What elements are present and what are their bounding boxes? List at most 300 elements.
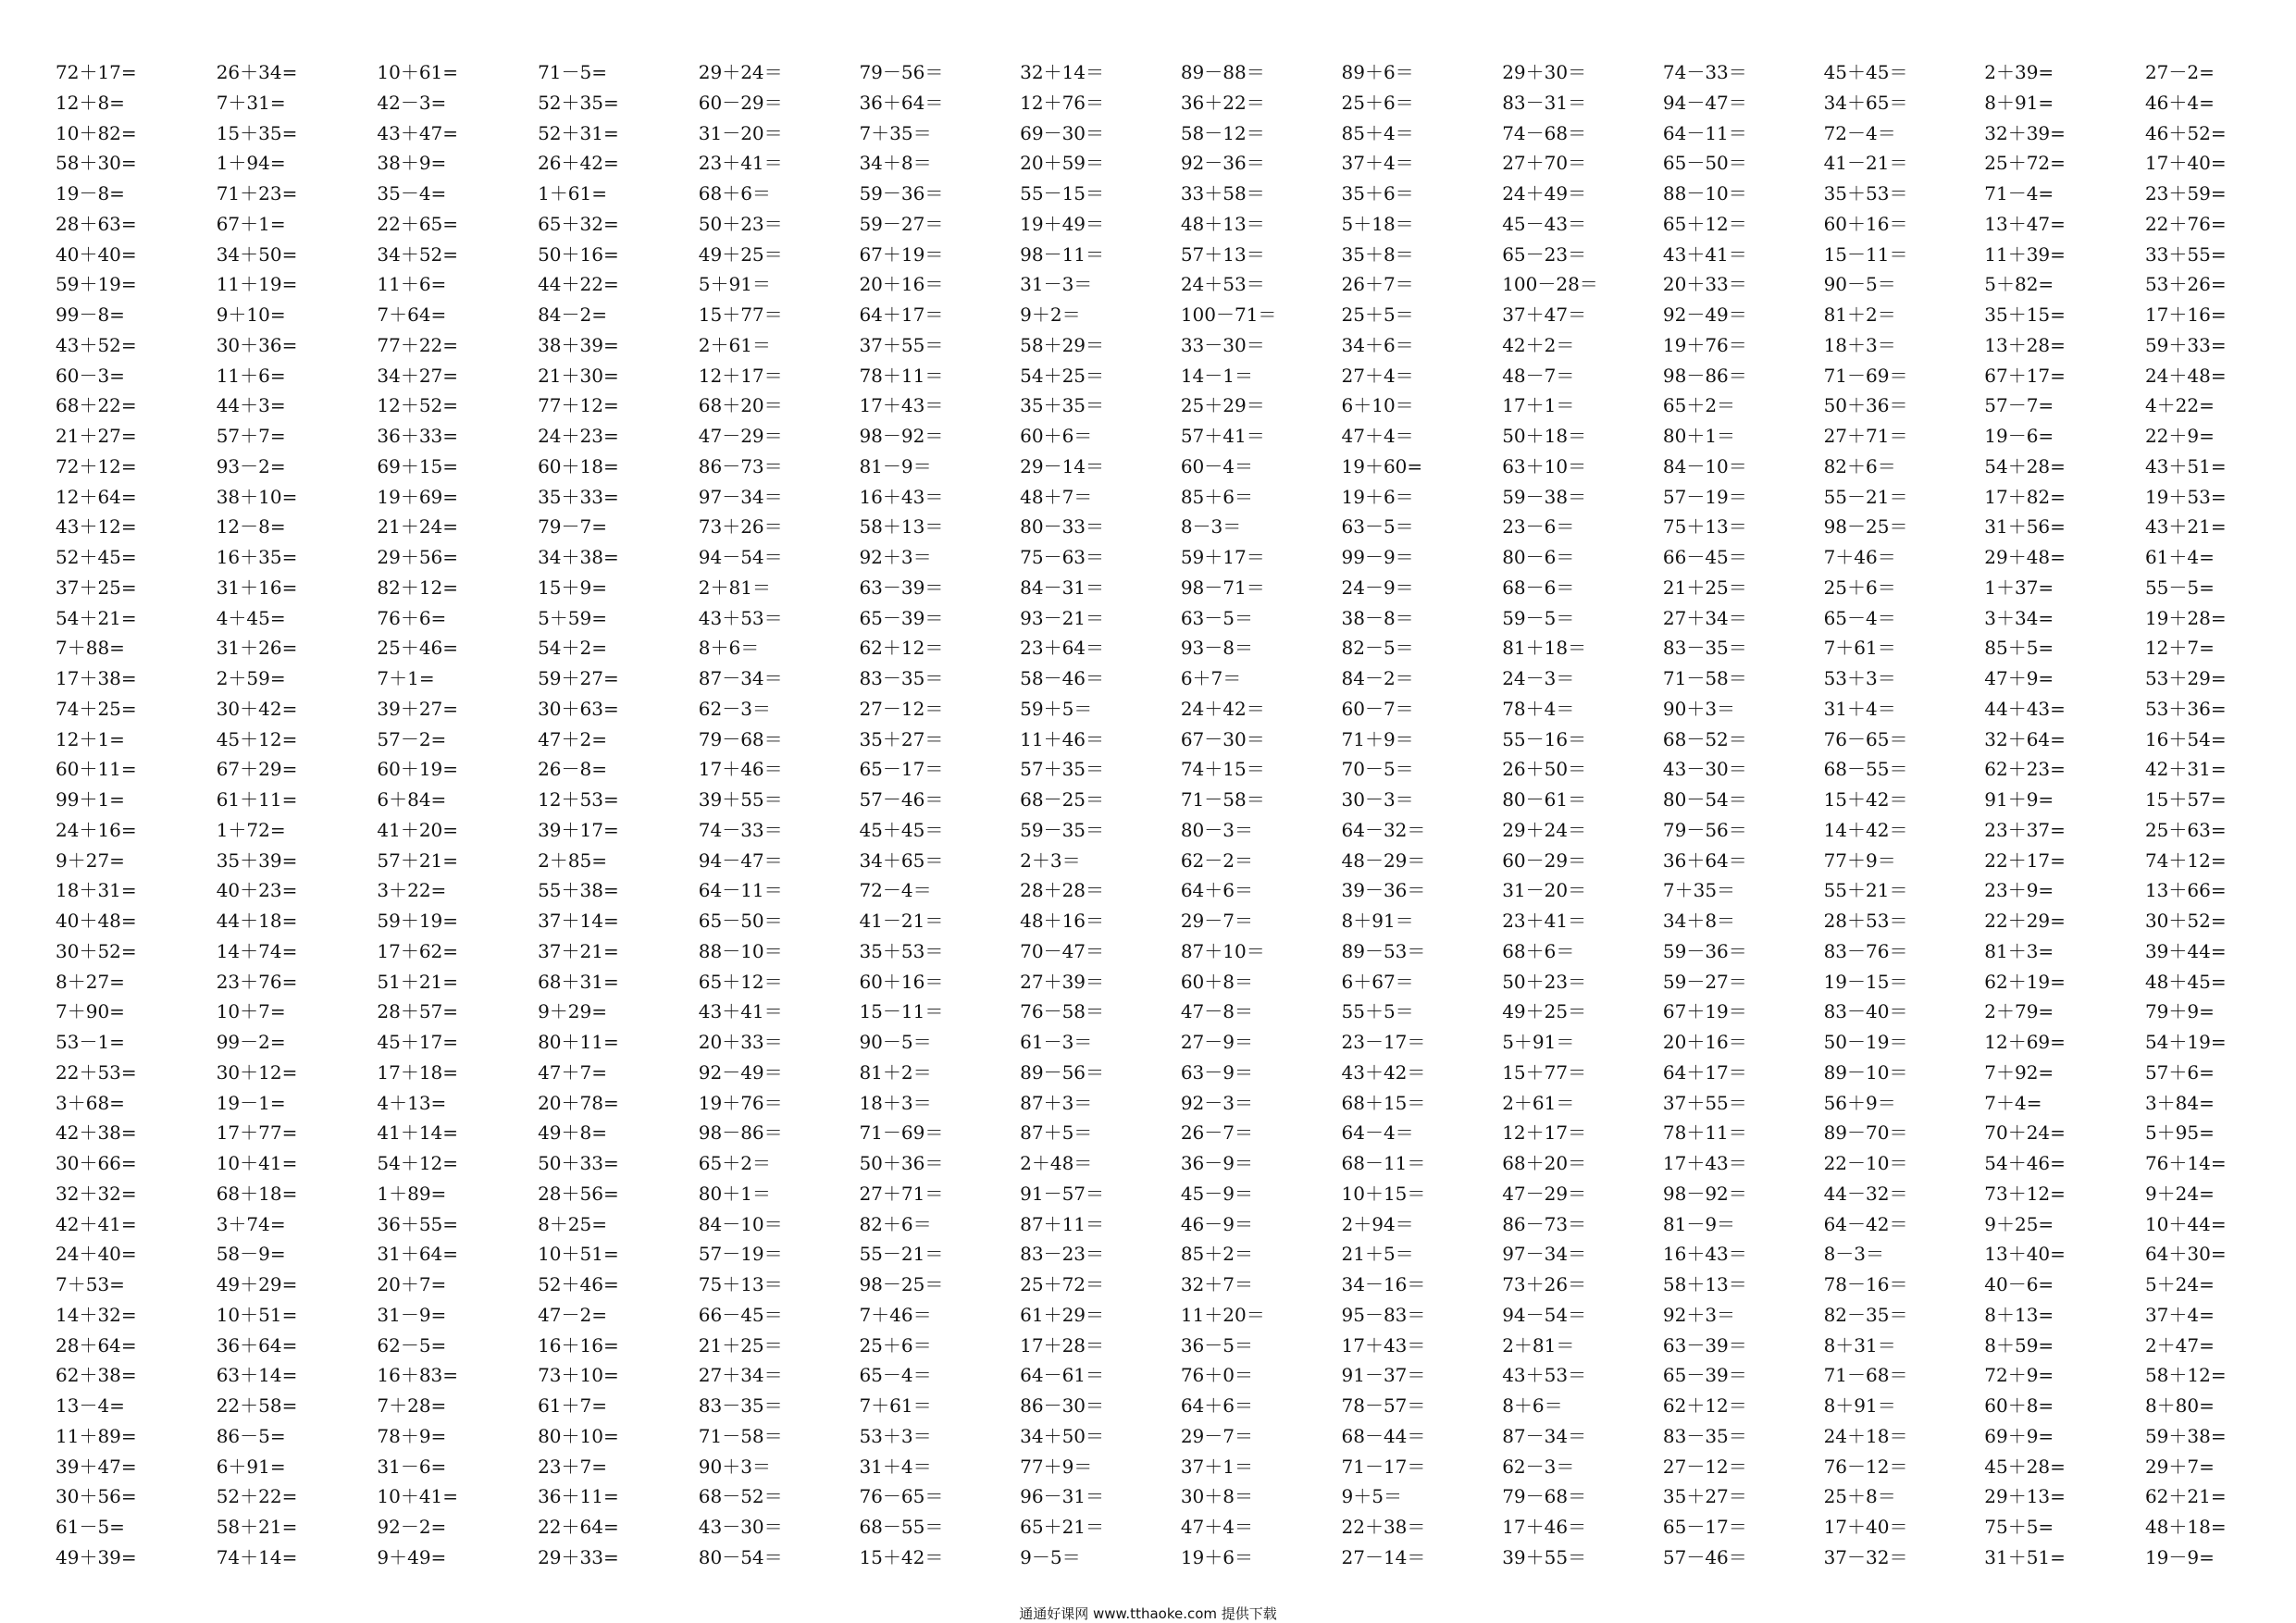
- problem-cell: 49＋8=: [538, 1121, 607, 1145]
- problem-cell: 91－37＝: [1341, 1364, 1426, 1387]
- problem-cell: 68＋31=: [538, 970, 619, 993]
- problem-cell: 49＋29=: [216, 1273, 298, 1295]
- problem-cell: 18＋3＝: [1823, 333, 1896, 356]
- problem-cell: 74＋25=: [56, 697, 137, 720]
- problem-cell: 11＋89=: [56, 1424, 137, 1447]
- problem-cell: 58＋12=: [2144, 1364, 2227, 1387]
- problem-cell: 15＋9=: [538, 576, 607, 599]
- problem-cell: 75＋13＝: [1662, 515, 1747, 539]
- problem-cell: 55－15＝: [1020, 182, 1105, 204]
- problem-cell: 26－8=: [538, 758, 607, 781]
- problem-cell: 17＋46＝: [698, 758, 783, 781]
- problem-cell: 27＋34＝: [1662, 606, 1747, 629]
- problem-cell: 33＋58＝: [1180, 182, 1265, 204]
- problem-cell: 83－35＝: [1662, 637, 1747, 660]
- problem-cell: 6＋7＝: [1180, 667, 1242, 689]
- problem-cell: 24＋42＝: [1180, 697, 1265, 720]
- problem-cell: 90＋3＝: [698, 1455, 771, 1478]
- problem-cell: 8＋91＝: [1341, 910, 1414, 932]
- problem-cell: 17＋18=: [377, 1060, 459, 1084]
- problem-cell: 36－9＝: [1180, 1152, 1253, 1174]
- problem-cell: 44＋22=: [538, 273, 619, 296]
- problem-cell: 31＋51=: [1984, 1545, 2066, 1568]
- problem-cell: 65－17＝: [859, 758, 944, 781]
- problem-cell: 17＋28＝: [1020, 1333, 1105, 1357]
- problem-cell: 77＋9＝: [1020, 1455, 1093, 1478]
- problem-cell: 68－52＝: [698, 1485, 783, 1508]
- problem-cell: 29＋33=: [538, 1545, 619, 1568]
- problem-cell: 63＋10＝: [1502, 454, 1587, 477]
- problem-cell: 9＋2＝: [1020, 304, 1081, 326]
- problem-cell: 2＋94＝: [1341, 1212, 1414, 1235]
- problem-cell: 85＋2＝: [1180, 1243, 1253, 1266]
- problem-cell: 58－12＝: [1180, 121, 1265, 144]
- problem-cell: 12＋69=: [1984, 1031, 2066, 1053]
- problem-cell: 57＋7=: [216, 425, 286, 447]
- problem-cell: 37＋55＝: [859, 333, 944, 356]
- problem-cell: 34＋27=: [377, 364, 459, 387]
- problem-cell: 41＋20=: [377, 818, 459, 841]
- problem-cell: 8－3＝: [1180, 515, 1242, 539]
- problem-cell: 59＋27=: [538, 667, 619, 689]
- problem-cell: 4＋45=: [216, 606, 286, 629]
- problem-cell: 13＋66=: [2144, 879, 2227, 902]
- problem-cell: 17＋62=: [377, 939, 459, 962]
- problem-cell: 92－36＝: [1180, 152, 1265, 175]
- problem-cell: 71－4=: [1984, 182, 2054, 204]
- problem-cell: 2＋61＝: [698, 333, 771, 356]
- problem-cell: 10＋41=: [377, 1485, 459, 1508]
- problem-cell: 67＋29=: [216, 758, 298, 781]
- problem-cell: 44＋43=: [1984, 697, 2066, 720]
- problem-cell: 68＋18=: [216, 1182, 298, 1205]
- problem-cell: 43＋52=: [56, 333, 137, 356]
- problem-cell: 3＋74=: [216, 1212, 286, 1235]
- problem-cell: 36＋64＝: [1662, 849, 1747, 872]
- problem-cell: 23－6＝: [1502, 515, 1575, 539]
- problem-cell: 27＋39＝: [1020, 970, 1105, 993]
- problem-cell: 60＋8=: [1984, 1394, 2054, 1417]
- problem-cell: 40－6=: [1984, 1273, 2054, 1295]
- problem-cell: 59＋19=: [56, 273, 137, 296]
- problem-cell: 58＋29＝: [1020, 333, 1105, 356]
- problem-cell: 6＋10＝: [1341, 394, 1414, 417]
- problem-cell: 6＋84=: [377, 788, 447, 811]
- problem-cell: 82－35＝: [1823, 1303, 1908, 1326]
- problem-cell: 81＋18＝: [1502, 637, 1587, 660]
- problem-cell: 26－7＝: [1180, 1121, 1253, 1145]
- problem-cell: 23＋7=: [538, 1455, 607, 1478]
- problem-cell: 1＋94=: [216, 152, 286, 175]
- problem-cell: 45＋45＝: [1823, 61, 1908, 83]
- problem-cell: 26＋34=: [216, 61, 298, 83]
- problem-cell: 44－32＝: [1823, 1182, 1908, 1205]
- problem-cell: 15＋42＝: [859, 1545, 944, 1568]
- problem-cell: 68－25＝: [1020, 788, 1105, 811]
- problem-cell: 35＋27＝: [1662, 1485, 1747, 1508]
- problem-cell: 62＋21=: [2144, 1485, 2227, 1508]
- problem-cell: 51＋21=: [377, 970, 459, 993]
- problem-cell: 12＋64=: [56, 485, 137, 508]
- problem-cell: 45＋28=: [1984, 1455, 2066, 1478]
- problem-cell: 60－29＝: [698, 91, 783, 114]
- problem-cell: 24＋53＝: [1180, 273, 1265, 296]
- problem-cell: 92－49＝: [698, 1060, 783, 1084]
- problem-cell: 54＋19=: [2144, 1031, 2227, 1053]
- problem-cell: 19－9=: [2144, 1545, 2215, 1568]
- problem-cell: 92－49＝: [1662, 304, 1747, 326]
- problem-cell: 80－33＝: [1020, 515, 1105, 539]
- problem-cell: 36＋11=: [538, 1485, 619, 1508]
- problem-cell: 59－36＝: [1662, 939, 1747, 962]
- problem-cell: 25＋29＝: [1180, 394, 1265, 417]
- problem-cell: 98－86＝: [698, 1121, 783, 1145]
- problem-cell: 89－56＝: [1020, 1060, 1105, 1084]
- problem-cell: 12＋7=: [2144, 637, 2215, 660]
- problem-cell: 84－2=: [538, 304, 607, 326]
- problem-cell: 62－3＝: [698, 697, 771, 720]
- problem-cell: 67＋19＝: [859, 242, 944, 266]
- problem-cell: 22＋29=: [1984, 910, 2066, 932]
- problem-cell: 85＋5=: [1984, 637, 2054, 660]
- problem-cell: 50＋33=: [538, 1152, 619, 1174]
- problem-cell: 99－2=: [216, 1031, 286, 1053]
- problem-cell: 32＋32=: [56, 1182, 137, 1205]
- problem-cell: 68－55＝: [859, 1516, 944, 1538]
- problem-cell: 74＋14=: [216, 1545, 298, 1568]
- problem-cell: 26＋7＝: [1341, 273, 1414, 296]
- problem-cell: 55＋38=: [538, 879, 619, 902]
- problem-cell: 57＋35＝: [1020, 758, 1105, 781]
- problem-cell: 7＋88=: [56, 637, 125, 660]
- problem-cell: 14－1＝: [1180, 364, 1253, 387]
- problem-cell: 34＋65＝: [859, 849, 944, 872]
- problem-cell: 44＋3=: [216, 394, 286, 417]
- problem-cell: 97－34＝: [698, 485, 783, 508]
- problem-cell: 80－54＝: [698, 1545, 783, 1568]
- problem-cell: 30＋8＝: [1180, 1485, 1253, 1508]
- problem-cell: 19－15＝: [1823, 970, 1908, 993]
- problem-cell: 54＋46=: [1984, 1152, 2066, 1174]
- problem-cell: 5＋59=: [538, 606, 607, 629]
- problem-cell: 5＋91＝: [1502, 1031, 1575, 1053]
- problem-cell: 80－3＝: [1180, 818, 1253, 841]
- problem-cell: 36＋64=: [216, 1333, 298, 1357]
- problem-cell: 22＋58=: [216, 1394, 298, 1417]
- problem-cell: 64－42＝: [1823, 1212, 1908, 1235]
- problem-cell: 9＋29=: [538, 1000, 607, 1023]
- problem-cell: 71－58＝: [1662, 667, 1747, 689]
- problem-cell: 29＋48=: [1984, 546, 2066, 568]
- problem-cell: 31－6=: [377, 1455, 447, 1478]
- problem-cell: 36＋64＝: [859, 91, 944, 114]
- problem-cell: 19＋69=: [377, 485, 459, 508]
- problem-cell: 80－61＝: [1502, 788, 1587, 811]
- problem-cell: 64－4＝: [1341, 1121, 1414, 1145]
- problem-cell: 18＋3＝: [859, 1091, 932, 1114]
- problem-cell: 58＋30=: [56, 152, 137, 175]
- problem-cell: 12＋76＝: [1020, 91, 1105, 114]
- problem-cell: 29＋30＝: [1502, 61, 1587, 83]
- problem-cell: 86－73＝: [1502, 1212, 1587, 1235]
- problem-cell: 23＋59=: [2144, 182, 2227, 204]
- problem-cell: 48＋13＝: [1180, 212, 1265, 235]
- problem-cell: 20＋16＝: [859, 273, 944, 296]
- problem-cell: 22＋38＝: [1341, 1516, 1426, 1538]
- problem-cell: 12＋8=: [56, 91, 125, 114]
- problem-cell: 39＋47=: [56, 1455, 137, 1478]
- problem-cell: 68＋6＝: [1502, 939, 1575, 962]
- problem-cell: 19＋76＝: [1662, 333, 1747, 356]
- problem-cell: 64－61＝: [1020, 1364, 1105, 1387]
- problem-cell: 78＋4＝: [1502, 697, 1575, 720]
- problem-cell: 47－29＝: [698, 425, 783, 447]
- problem-cell: 93－21＝: [1020, 606, 1105, 629]
- problem-cell: 31＋64=: [377, 1243, 459, 1266]
- problem-cell: 30＋52=: [2144, 910, 2227, 932]
- problem-cell: 35＋27＝: [859, 727, 944, 750]
- problem-cell: 35＋6＝: [1341, 182, 1414, 204]
- problem-cell: 16＋43＝: [859, 485, 944, 508]
- problem-cell: 73＋10=: [538, 1364, 619, 1387]
- problem-cell: 36＋55=: [377, 1212, 459, 1235]
- problem-cell: 100－71＝: [1180, 304, 1277, 326]
- problem-cell: 43－30＝: [698, 1516, 783, 1538]
- problem-cell: 71－68＝: [1823, 1364, 1908, 1387]
- problem-cell: 89＋6＝: [1341, 61, 1414, 83]
- problem-cell: 87＋5＝: [1020, 1121, 1093, 1145]
- problem-cell: 2＋85=: [538, 849, 607, 872]
- problem-cell: 46＋4=: [2144, 91, 2215, 114]
- problem-cell: 68＋6＝: [698, 182, 771, 204]
- problem-cell: 62－2＝: [1180, 849, 1253, 872]
- problem-cell: 94－54＝: [1502, 1303, 1587, 1326]
- problem-cell: 30－3＝: [1341, 788, 1414, 811]
- problem-cell: 60＋6＝: [1020, 425, 1093, 447]
- problem-cell: 53＋3＝: [859, 1424, 932, 1447]
- problem-cell: 41＋14=: [377, 1121, 459, 1145]
- problem-cell: 59＋33=: [2144, 333, 2227, 356]
- problem-cell: 60－3=: [56, 364, 125, 387]
- problem-cell: 9＋25=: [1984, 1212, 2054, 1235]
- problem-cell: 83－76＝: [1823, 939, 1908, 962]
- problem-cell: 12＋17＝: [1502, 1121, 1587, 1145]
- problem-cell: 48＋45=: [2144, 970, 2227, 993]
- problem-cell: 3＋84=: [2144, 1091, 2215, 1114]
- problem-cell: 22＋9=: [2144, 425, 2215, 447]
- problem-cell: 52＋46=: [538, 1273, 619, 1295]
- problem-cell: 37＋1＝: [1180, 1455, 1253, 1478]
- problem-cell: 34＋8＝: [859, 152, 932, 175]
- problem-cell: 31－3＝: [1020, 273, 1093, 296]
- problem-cell: 13－4=: [56, 1394, 125, 1417]
- problem-cell: 50＋36＝: [1823, 394, 1908, 417]
- problem-cell: 77＋22=: [377, 333, 459, 356]
- problem-cell: 68－44＝: [1341, 1424, 1426, 1447]
- problem-cell: 50＋23＝: [1502, 970, 1587, 993]
- problem-cell: 31－20＝: [1502, 879, 1587, 902]
- problem-cell: 12＋17＝: [698, 364, 783, 387]
- problem-cell: 57－19＝: [1662, 485, 1747, 508]
- problem-cell: 28＋28＝: [1020, 879, 1105, 902]
- problem-cell: 29＋24＝: [698, 61, 783, 83]
- problem-cell: 64＋6＝: [1180, 1394, 1253, 1417]
- problem-cell: 35＋8＝: [1341, 242, 1414, 266]
- problem-cell: 21＋27=: [56, 425, 137, 447]
- problem-cell: 48－29＝: [1341, 849, 1426, 872]
- problem-cell: 57＋6=: [2144, 1060, 2215, 1084]
- problem-cell: 5＋95=: [2144, 1121, 2215, 1145]
- problem-cell: 37＋47＝: [1502, 304, 1587, 326]
- problem-cell: 23＋76=: [216, 970, 298, 993]
- problem-cell: 71－58＝: [1180, 788, 1265, 811]
- problem-cell: 59－27＝: [859, 212, 944, 235]
- problem-cell: 65＋2＝: [698, 1152, 771, 1174]
- problem-cell: 98－11＝: [1020, 242, 1105, 266]
- problem-cell: 15＋77＝: [1502, 1060, 1587, 1084]
- problem-cell: 79＋9=: [2144, 1000, 2215, 1023]
- problem-cell: 4＋13=: [377, 1091, 447, 1114]
- problem-cell: 73＋26＝: [1502, 1273, 1587, 1295]
- problem-cell: 43＋12=: [56, 515, 137, 539]
- problem-cell: 9＋49=: [377, 1545, 447, 1568]
- problem-cell: 96－31＝: [1020, 1485, 1105, 1508]
- problem-cell: 47＋2=: [538, 727, 607, 750]
- problem-cell: 18＋31=: [56, 879, 137, 902]
- problem-cell: 22＋65=: [377, 212, 459, 235]
- problem-cell: 89－53＝: [1341, 939, 1426, 962]
- problem-cell: 98－71＝: [1180, 576, 1265, 599]
- problem-cell: 54＋28=: [1984, 454, 2066, 477]
- problem-cell: 34＋6＝: [1341, 333, 1414, 356]
- problem-cell: 58－46＝: [1020, 667, 1105, 689]
- problem-cell: 1＋89=: [377, 1182, 447, 1205]
- problem-cell: 92－3＝: [1180, 1091, 1253, 1114]
- problem-cell: 78－16＝: [1823, 1273, 1908, 1295]
- problem-cell: 24＋48=: [2144, 364, 2227, 387]
- problem-cell: 48＋18=: [2144, 1516, 2227, 1538]
- problem-cell: 65－50＝: [698, 910, 783, 932]
- problem-cell: 17＋46＝: [1502, 1516, 1587, 1538]
- problem-cell: 13＋47=: [1984, 212, 2066, 235]
- problem-cell: 23＋9=: [1984, 879, 2054, 902]
- problem-cell: 79－68＝: [1502, 1485, 1587, 1508]
- problem-cell: 37＋55＝: [1662, 1091, 1747, 1114]
- problem-cell: 69－30＝: [1020, 121, 1105, 144]
- problem-cell: 68－52＝: [1662, 727, 1747, 750]
- problem-cell: 30＋52=: [56, 939, 137, 962]
- problem-cell: 83－35＝: [859, 667, 944, 689]
- problem-cell: 47＋7=: [538, 1060, 607, 1084]
- problem-cell: 66－45＝: [698, 1303, 783, 1326]
- problem-cell: 87＋11＝: [1020, 1212, 1105, 1235]
- problem-cell: 10＋41=: [216, 1152, 298, 1174]
- problem-cell: 31＋56=: [1984, 515, 2066, 539]
- problem-cell: 56＋9＝: [1823, 1091, 1896, 1114]
- problem-cell: 14＋42＝: [1823, 818, 1908, 841]
- problem-cell: 36－5＝: [1180, 1333, 1253, 1357]
- footer-credit: 通通好课网 www.tthaoke.com 提供下载: [1019, 1605, 1277, 1622]
- problem-cell: 20＋16＝: [1662, 1031, 1747, 1053]
- problem-cell: 92－2=: [377, 1516, 447, 1538]
- problem-cell: 15－11＝: [859, 1000, 944, 1023]
- problem-cell: 62＋19=: [1984, 970, 2066, 993]
- problem-cell: 38＋39=: [538, 333, 619, 356]
- problem-cell: 39＋55＝: [698, 788, 783, 811]
- problem-cell: 2＋48＝: [1020, 1152, 1093, 1174]
- problem-cell: 39－36＝: [1341, 879, 1426, 902]
- problem-cell: 37＋4＝: [1341, 152, 1414, 175]
- problem-cell: 35－4=: [377, 182, 447, 204]
- problem-cell: 58＋13＝: [859, 515, 944, 539]
- problem-cell: 48－7＝: [1502, 364, 1575, 387]
- problem-cell: 33－30＝: [1180, 333, 1265, 356]
- problem-cell: 27＋71＝: [1823, 425, 1908, 447]
- problem-cell: 73＋12=: [1984, 1182, 2066, 1205]
- problem-cell: 69＋15=: [377, 454, 459, 477]
- problem-cell: 78＋11＝: [1662, 1121, 1747, 1145]
- problem-cell: 41－21＝: [1823, 152, 1908, 175]
- problem-cell: 8＋91＝: [1823, 1394, 1896, 1417]
- problem-cell: 71－69＝: [1823, 364, 1908, 387]
- problem-cell: 19＋60=: [1341, 454, 1423, 477]
- problem-cell: 66－45＝: [1662, 546, 1747, 568]
- problem-cell: 60＋16＝: [1823, 212, 1908, 235]
- problem-cell: 72＋9=: [1984, 1364, 2054, 1387]
- problem-cell: 24＋23=: [538, 425, 619, 447]
- problem-cell: 93－8＝: [1180, 637, 1253, 660]
- problem-cell: 11＋46＝: [1020, 727, 1105, 750]
- problem-cell: 5＋82=: [1984, 273, 2054, 296]
- problem-cell: 15＋57=: [2144, 788, 2227, 811]
- problem-cell: 83－40＝: [1823, 1000, 1908, 1023]
- problem-cell: 38＋9=: [377, 152, 447, 175]
- problem-cell: 62－3＝: [1502, 1455, 1575, 1478]
- problem-cell: 72－4＝: [859, 879, 932, 902]
- problem-cell: 7＋35＝: [1662, 879, 1736, 902]
- problem-cell: 43＋41＝: [1662, 242, 1747, 266]
- problem-cell: 14＋32=: [56, 1303, 137, 1326]
- problem-cell: 64＋30=: [2144, 1243, 2227, 1266]
- problem-cell: 31－20＝: [698, 121, 783, 144]
- problem-cell: 44＋18=: [216, 910, 298, 932]
- problem-cell: 23＋41＝: [1502, 910, 1587, 932]
- problem-cell: 29＋7=: [2144, 1455, 2215, 1478]
- problem-cell: 90－5＝: [1823, 273, 1896, 296]
- problem-cell: 80－6＝: [1502, 546, 1575, 568]
- problem-cell: 29－7＝: [1180, 910, 1253, 932]
- problem-cell: 22＋64=: [538, 1516, 619, 1538]
- problem-cell: 52＋31=: [538, 121, 619, 144]
- problem-cell: 95－83＝: [1341, 1303, 1426, 1326]
- problem-cell: 10＋51=: [538, 1243, 619, 1266]
- problem-cell: 5＋91＝: [698, 273, 771, 296]
- problem-cell: 25＋6＝: [859, 1333, 932, 1357]
- problem-cell: 97－34＝: [1502, 1243, 1587, 1266]
- problem-cell: 80＋1＝: [1662, 425, 1736, 447]
- problem-cell: 43＋21=: [2144, 515, 2227, 539]
- problem-cell: 12＋52=: [377, 394, 459, 417]
- problem-cell: 41－21＝: [859, 910, 944, 932]
- problem-cell: 27＋34＝: [698, 1364, 783, 1387]
- problem-cell: 60＋18=: [538, 454, 619, 477]
- problem-cell: 60＋8＝: [1180, 970, 1253, 993]
- problem-cell: 47＋4＝: [1341, 425, 1414, 447]
- problem-cell: 42＋41=: [56, 1212, 137, 1235]
- problem-cell: 7＋61＝: [859, 1394, 932, 1417]
- problem-cell: 76－12＝: [1823, 1455, 1908, 1478]
- problem-cell: 93－2=: [216, 454, 286, 477]
